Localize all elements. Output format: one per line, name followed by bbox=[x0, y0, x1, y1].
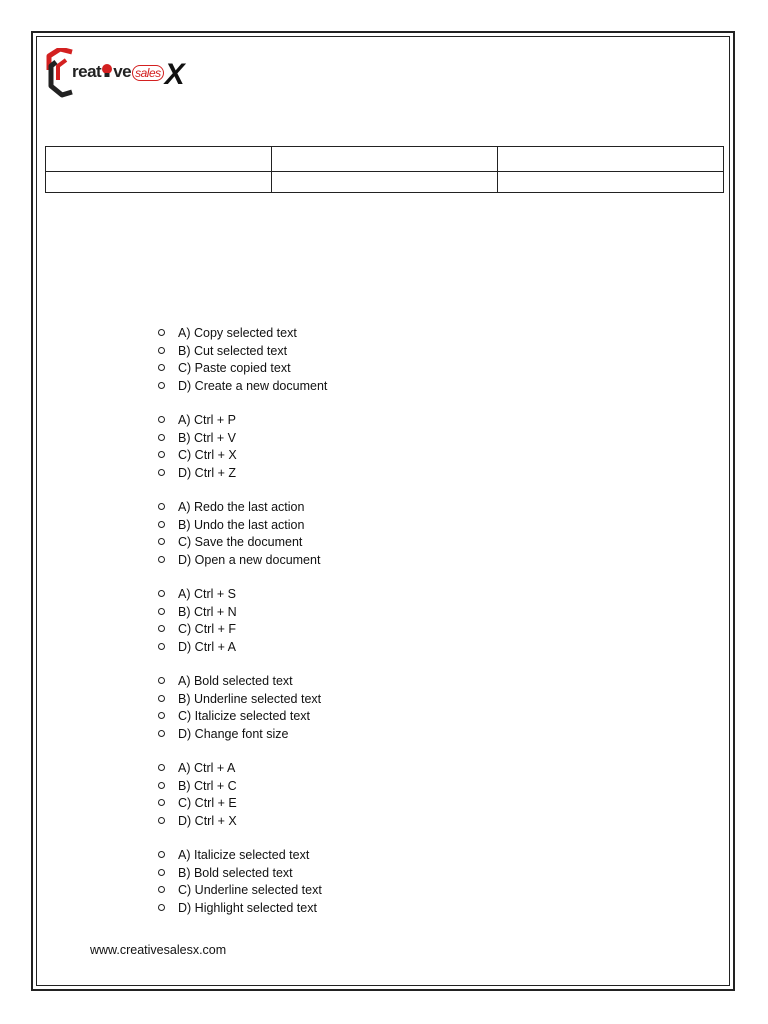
option-label: A) Italicize selected text bbox=[178, 848, 310, 862]
option-label: B) Ctrl + N bbox=[178, 604, 237, 619]
info-table bbox=[45, 146, 724, 193]
question-option-group bbox=[155, 673, 555, 743]
circle-bullet-icon bbox=[158, 695, 165, 702]
option-label: D) Open a new document bbox=[178, 552, 321, 567]
info-cell bbox=[498, 147, 724, 172]
circle-bullet-icon bbox=[158, 677, 165, 684]
option-item bbox=[155, 447, 555, 465]
option-item bbox=[155, 534, 555, 552]
circle-bullet-icon bbox=[158, 329, 165, 336]
info-cell bbox=[46, 147, 272, 172]
option-label: A) Ctrl + P bbox=[178, 413, 236, 427]
logo-text-ve: ve bbox=[113, 62, 132, 81]
circle-bullet-icon bbox=[158, 590, 165, 597]
option-label: C) Italicize selected text bbox=[178, 709, 310, 723]
question-option-group bbox=[155, 499, 555, 569]
option-label: B) Cut selected text bbox=[178, 343, 288, 358]
info-table-row bbox=[46, 172, 724, 193]
question-option-group bbox=[155, 325, 555, 395]
info-cell bbox=[272, 147, 498, 172]
circle-bullet-icon bbox=[158, 869, 165, 876]
option-item bbox=[155, 360, 555, 378]
option-item bbox=[155, 343, 555, 361]
option-item bbox=[155, 708, 555, 726]
logo-wordmark bbox=[72, 58, 184, 92]
option-item bbox=[155, 673, 555, 691]
option-item bbox=[155, 900, 555, 918]
option-label: D) Ctrl + Z bbox=[178, 465, 236, 480]
question-option-group bbox=[155, 760, 555, 830]
logo-text-reat: reat bbox=[72, 62, 102, 81]
circle-bullet-icon bbox=[158, 799, 165, 806]
option-item bbox=[155, 639, 555, 657]
option-item bbox=[155, 325, 555, 343]
circle-bullet-icon bbox=[158, 521, 165, 528]
question-option-group bbox=[155, 586, 555, 656]
circle-bullet-icon bbox=[158, 851, 165, 858]
option-label: B) Ctrl + V bbox=[178, 430, 236, 445]
circle-bullet-icon bbox=[158, 416, 165, 423]
circle-bullet-icon bbox=[158, 886, 165, 893]
circle-bullet-icon bbox=[158, 434, 165, 441]
option-item bbox=[155, 517, 555, 535]
circle-bullet-icon bbox=[158, 712, 165, 719]
option-label: D) Change font size bbox=[178, 726, 289, 741]
option-item bbox=[155, 412, 555, 430]
option-item bbox=[155, 760, 555, 778]
circle-bullet-icon bbox=[158, 556, 165, 563]
circle-bullet-icon bbox=[158, 904, 165, 911]
circle-bullet-icon bbox=[158, 364, 165, 371]
question-option-group bbox=[155, 412, 555, 482]
option-label: A) Bold selected text bbox=[178, 674, 293, 688]
logo-text-sales: sales bbox=[132, 65, 164, 81]
option-item bbox=[155, 813, 555, 831]
option-item bbox=[155, 552, 555, 570]
option-item bbox=[155, 726, 555, 744]
option-label: A) Ctrl + S bbox=[178, 587, 236, 601]
option-item bbox=[155, 882, 555, 900]
footer-url: www.creativesalesx.com bbox=[90, 943, 227, 957]
option-label: C) Save the document bbox=[178, 535, 303, 549]
circle-bullet-icon bbox=[158, 451, 165, 458]
logo-text-x: X bbox=[164, 58, 185, 91]
lightbulb-icon bbox=[101, 63, 113, 79]
option-item bbox=[155, 847, 555, 865]
option-item bbox=[155, 499, 555, 517]
circle-bullet-icon bbox=[158, 608, 165, 615]
option-item bbox=[155, 621, 555, 639]
option-label: D) Highlight selected text bbox=[178, 900, 317, 915]
info-table-row bbox=[46, 147, 724, 172]
option-label: A) Redo the last action bbox=[178, 500, 305, 514]
option-label: A) Ctrl + A bbox=[178, 761, 236, 775]
option-label: B) Ctrl + C bbox=[178, 778, 237, 793]
option-item bbox=[155, 865, 555, 883]
option-label: A) Copy selected text bbox=[178, 326, 297, 340]
info-cell bbox=[46, 172, 272, 193]
circle-bullet-icon bbox=[158, 730, 165, 737]
question-options-list bbox=[155, 325, 555, 934]
option-item bbox=[155, 430, 555, 448]
option-item bbox=[155, 795, 555, 813]
option-item bbox=[155, 465, 555, 483]
circle-bullet-icon bbox=[158, 782, 165, 789]
option-item bbox=[155, 604, 555, 622]
circle-bullet-icon bbox=[158, 643, 165, 650]
creativesalesx-logo bbox=[46, 48, 196, 100]
circle-bullet-icon bbox=[158, 503, 165, 510]
option-label: C) Paste copied text bbox=[178, 361, 291, 375]
option-item bbox=[155, 778, 555, 796]
circle-bullet-icon bbox=[158, 625, 165, 632]
info-cell bbox=[272, 172, 498, 193]
option-label: B) Underline selected text bbox=[178, 691, 322, 706]
option-label: D) Ctrl + X bbox=[178, 813, 237, 828]
option-item bbox=[155, 378, 555, 396]
option-label: B) Undo the last action bbox=[178, 517, 305, 532]
circle-bullet-icon bbox=[158, 538, 165, 545]
option-item bbox=[155, 691, 555, 709]
option-label: C) Ctrl + X bbox=[178, 448, 237, 462]
info-cell bbox=[498, 172, 724, 193]
option-label: C) Ctrl + E bbox=[178, 796, 237, 810]
question-option-group bbox=[155, 847, 555, 917]
option-label: D) Ctrl + A bbox=[178, 639, 236, 654]
option-label: B) Bold selected text bbox=[178, 865, 293, 880]
option-label: D) Create a new document bbox=[178, 378, 328, 393]
circle-bullet-icon bbox=[158, 817, 165, 824]
circle-bullet-icon bbox=[158, 347, 165, 354]
circle-bullet-icon bbox=[158, 382, 165, 389]
option-label: C) Ctrl + F bbox=[178, 622, 236, 636]
option-item bbox=[155, 586, 555, 604]
option-label: C) Underline selected text bbox=[178, 883, 322, 897]
circle-bullet-icon bbox=[158, 764, 165, 771]
circle-bullet-icon bbox=[158, 469, 165, 476]
